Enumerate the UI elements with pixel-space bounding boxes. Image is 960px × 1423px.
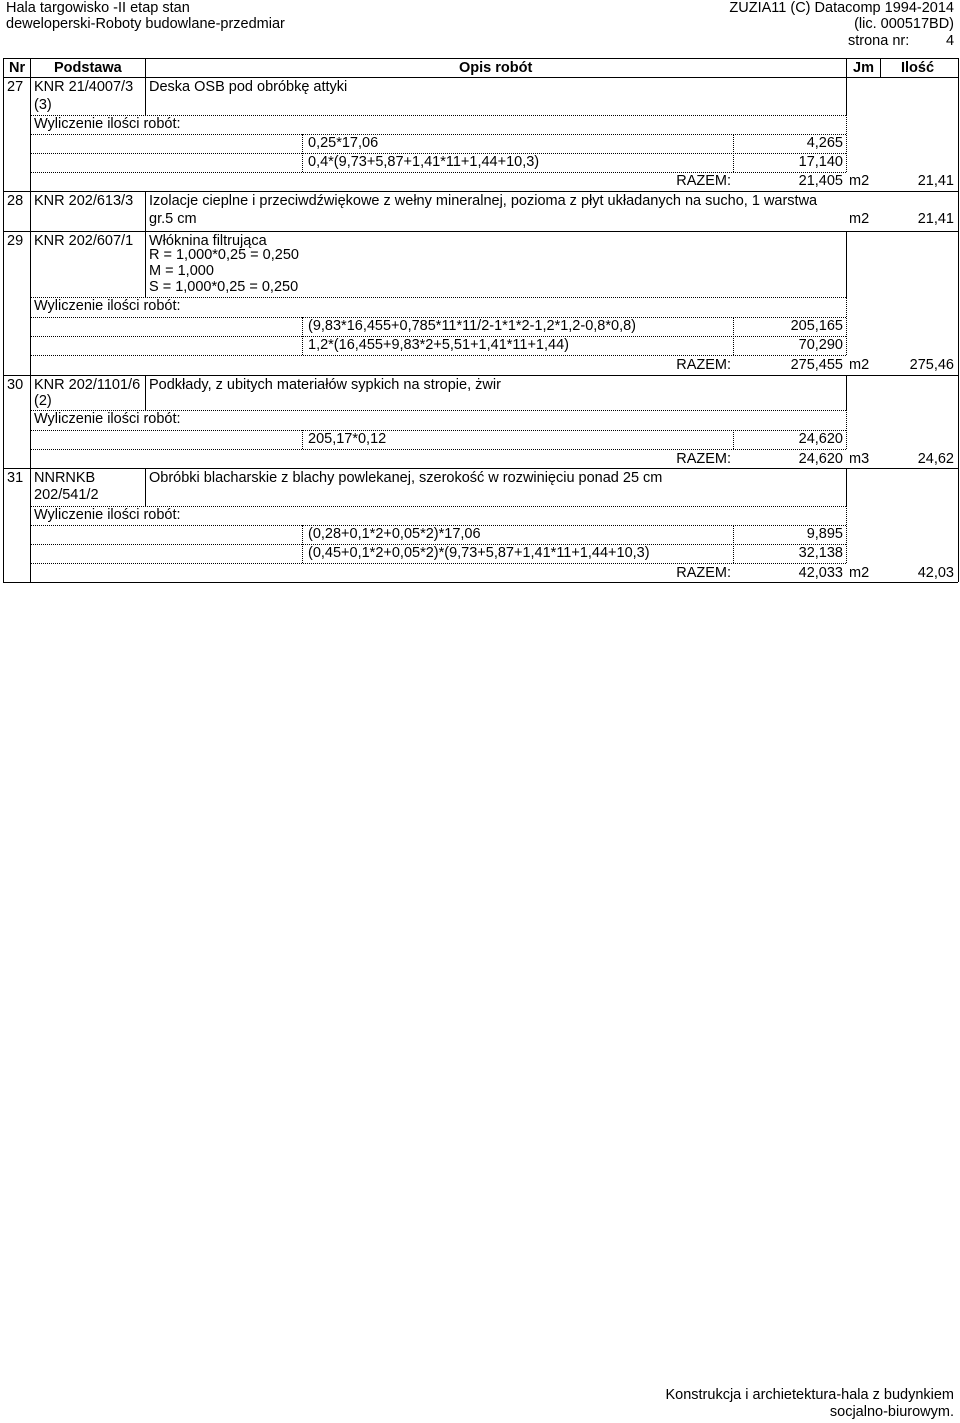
page-number: 4	[946, 33, 955, 49]
sep	[145, 375, 146, 410]
license-info: (lic. 000517BD)	[854, 16, 954, 32]
item-opis: Podkłady, z ubitych materiałów sypkich na stropie, żwir	[149, 377, 501, 393]
calc-expr: (0,45+0,1*2+0,05*2)*(9,73+5,87+1,41*11+1,44+10,3)	[308, 545, 650, 561]
item-nr: 28	[7, 193, 24, 209]
calc-expr: 1,2*(16,455+9,83*2+5,51+1,41*11+1,44)	[308, 337, 569, 353]
doc-title-line1: Hala targowisko -II etap stan	[6, 0, 190, 16]
r-factor: R = 1,000*0,25 = 0,250	[149, 247, 299, 263]
item-opis: Izolacje cieplne i przeciwdźwiękowe z wełny mineralnej, pozioma z płyt układanych na sucho, 1 warstwa	[149, 193, 818, 209]
calc-label: Wyliczenie ilości robót:	[34, 298, 181, 314]
item-jm: m2	[849, 173, 870, 189]
sep	[846, 231, 847, 297]
item-ilosc: 21,41	[917, 211, 954, 227]
razem-value: 21,405	[798, 173, 843, 189]
row-sep-27	[3, 191, 958, 192]
doc-title-line2: deweloperski-Roboty budowlane-przedmiar	[6, 16, 285, 32]
calc-value: 205,165	[790, 318, 843, 334]
sep	[145, 77, 146, 115]
sep	[145, 191, 146, 231]
calc-label: Wyliczenie ilości robót:	[34, 411, 181, 427]
col-sep-jm	[880, 58, 881, 77]
razem-label: RAZEM:	[676, 565, 731, 581]
s-factor: S = 1,000*0,25 = 0,250	[149, 279, 299, 295]
dots	[30, 134, 846, 135]
item-podstawa: KNR 202/607/1	[34, 233, 134, 249]
item-podstawa: KNR 21/4007/3	[34, 79, 134, 95]
dots	[30, 355, 846, 356]
footer-line1: Konstrukcja i archietektura-hala z budynkiem	[665, 1387, 954, 1403]
dots	[30, 430, 846, 431]
table-border-top	[3, 58, 958, 59]
calc-value: 32,138	[798, 545, 843, 561]
item-podstawa: KNR 202/613/3	[34, 193, 134, 209]
dots	[733, 430, 734, 449]
calc-expr: (0,28+0,1*2+0,05*2)*17,06	[308, 526, 481, 542]
sep	[145, 231, 146, 297]
row-sep-30	[3, 468, 958, 469]
item-ilosc: 275,46	[909, 357, 954, 373]
sep	[145, 468, 146, 506]
dots	[846, 410, 847, 449]
item-ilosc: 21,41	[917, 173, 954, 189]
item-opis: Deska OSB pod obróbkę attyki	[149, 79, 348, 95]
footer-line2: socjalno-biurowym.	[829, 1404, 954, 1420]
sep	[846, 77, 847, 115]
dots	[846, 115, 847, 172]
calc-value: 70,290	[798, 337, 843, 353]
row-sep-28	[3, 231, 958, 232]
item-podstawa: NNRNKB	[34, 470, 96, 486]
item-opis: Włóknina filtrująca	[149, 233, 267, 249]
calc-label: Wyliczenie ilości robót:	[34, 507, 181, 523]
item-podstawa-cont: (3)	[34, 97, 52, 113]
dots	[846, 506, 847, 563]
col-sep-opis	[846, 58, 847, 77]
item-podstawa-cont: 202/541/2	[34, 487, 99, 503]
calc-value: 17,140	[798, 154, 843, 170]
razem-value: 275,455	[790, 357, 843, 373]
item-jm: m2	[849, 565, 870, 581]
calc-expr: (9,83*16,455+0,785*11*11/2-1*1*2-1,2*1,2-0,8*0,8)	[308, 318, 636, 334]
table-border-left	[3, 58, 4, 582]
item-jm: m2	[849, 357, 870, 373]
item-nr: 30	[7, 377, 24, 393]
item-jm: m2	[849, 211, 870, 227]
col-sep-podstawa	[145, 58, 146, 77]
calc-label: Wyliczenie ilości robót:	[34, 116, 181, 132]
col-sep-nr	[30, 58, 31, 582]
item-opis: Obróbki blacharskie z blachy powlekanej, szerokość w rozwinięciu ponad 25 cm	[149, 470, 663, 486]
calc-expr: 205,17*0,12	[308, 431, 387, 447]
calc-value: 4,265	[806, 135, 843, 151]
software-info: ZUZIA11 (C) Datacomp 1994-2014	[729, 0, 954, 16]
calc-value: 24,620	[798, 431, 843, 447]
table-border-bottom	[3, 582, 958, 583]
razem-label: RAZEM:	[676, 173, 731, 189]
th-ilosc: Ilość	[901, 60, 935, 76]
th-jm: Jm	[853, 60, 874, 76]
item-podstawa: KNR 202/1101/6	[34, 377, 141, 393]
item-nr: 27	[7, 79, 24, 95]
dots	[30, 563, 846, 564]
item-ilosc: 24,62	[917, 451, 954, 467]
razem-value: 24,620	[798, 451, 843, 467]
m-factor: M = 1,000	[149, 263, 214, 279]
razem-value: 42,033	[798, 565, 843, 581]
calc-expr: 0,4*(9,73+5,87+1,41*11+1,44+10,3)	[308, 154, 540, 170]
dots	[302, 430, 303, 449]
table-border-right	[958, 58, 959, 582]
dots	[846, 297, 847, 355]
item-nr: 31	[7, 470, 24, 486]
th-nr: Nr	[9, 60, 26, 76]
calc-expr: 0,25*17,06	[308, 135, 379, 151]
calc-value: 9,895	[806, 526, 843, 542]
th-opis: Opis robót	[459, 60, 533, 76]
razem-label: RAZEM:	[676, 451, 731, 467]
sep	[846, 375, 847, 410]
item-opis-cont: gr.5 cm	[149, 211, 197, 227]
sep	[846, 468, 847, 506]
item-jm: m3	[849, 451, 870, 467]
item-ilosc: 42,03	[917, 565, 954, 581]
page-label: strona nr:	[848, 33, 910, 49]
th-podstawa: Podstawa	[54, 60, 122, 76]
row-sep-29	[3, 375, 958, 376]
dots	[30, 449, 846, 450]
razem-label: RAZEM:	[676, 357, 731, 373]
item-nr: 29	[7, 233, 24, 249]
item-podstawa-cont: (2)	[34, 393, 52, 409]
table-header-bottom	[3, 77, 958, 78]
